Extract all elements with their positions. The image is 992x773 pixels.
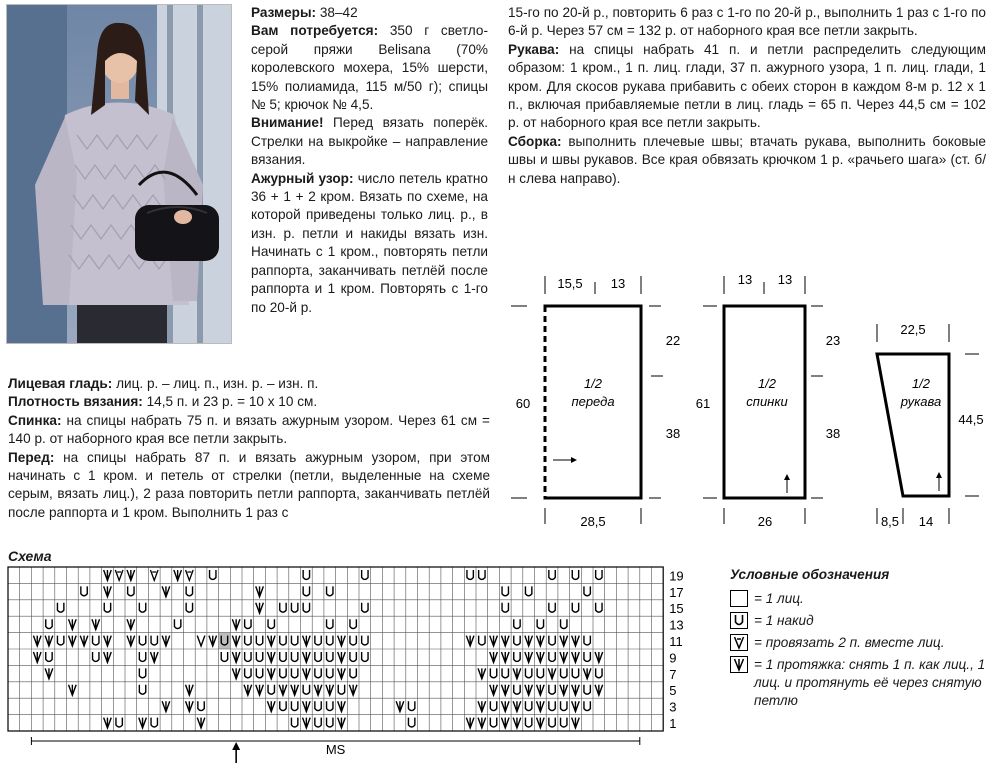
k2tog-symbol — [186, 570, 194, 580]
yarn-over-symbol — [139, 668, 145, 677]
skpo-symbol — [232, 668, 240, 678]
skpo-symbol — [256, 685, 264, 695]
yarn-over-symbol — [245, 652, 251, 661]
row-number: 1 — [669, 716, 677, 731]
skpo-symbol — [338, 636, 346, 646]
skpo-symbol — [150, 652, 158, 662]
yarn-over-symbol — [303, 603, 309, 612]
skpo-symbol — [537, 685, 545, 695]
skpo-symbol — [525, 652, 533, 662]
skpo-symbol — [209, 636, 217, 646]
skpo-symbol — [267, 636, 275, 646]
yarn-over-symbol — [303, 570, 309, 579]
yarn-over-symbol — [502, 668, 508, 677]
yarn-over-symbol — [315, 668, 321, 677]
back-bottom-dim: 26 — [757, 514, 773, 529]
yarn-over-symbol — [104, 603, 110, 612]
yarn-over-symbol — [596, 603, 602, 612]
gray-cell — [219, 633, 231, 649]
yarn-over-symbol — [128, 586, 134, 595]
yarn-over-symbol — [408, 701, 414, 710]
back-label-fraction: 1/2 — [757, 376, 777, 391]
back-left-dim: 61 — [695, 396, 711, 411]
front-label-fraction: 1/2 — [583, 376, 603, 391]
skpo-symbol — [244, 685, 252, 695]
skpo-symbol — [162, 636, 170, 646]
skpo-symbol — [256, 586, 264, 596]
yarn-over-symbol — [525, 586, 531, 595]
yarn-over-symbol — [186, 603, 192, 612]
skpo-symbol — [560, 685, 568, 695]
skpo-symbol — [92, 619, 100, 629]
yarn-over-symbol — [291, 636, 297, 645]
yarn-over-symbol — [525, 668, 531, 677]
skpo-symbol — [104, 718, 112, 728]
skpo-symbol — [197, 636, 205, 646]
skpo-symbol — [537, 701, 545, 711]
knit-symbol-icon — [730, 590, 748, 607]
garment-schematics — [505, 268, 992, 530]
yarn-over-symbol — [280, 636, 286, 645]
row-number: 5 — [669, 683, 677, 699]
yarn-over-symbol — [315, 701, 321, 710]
yarn-over-symbol — [549, 701, 555, 710]
yarn-over-symbol — [280, 701, 286, 710]
yarn-over-symbol — [291, 668, 297, 677]
yarn-over-symbol — [549, 603, 555, 612]
yarn-over-symbol — [245, 619, 251, 628]
front-label: Перед: — [8, 449, 55, 465]
skpo-symbol — [501, 718, 509, 728]
yarn-over-symbol — [291, 652, 297, 661]
yarn-over-symbol — [57, 603, 63, 612]
skpo-symbol — [537, 636, 545, 646]
yarn-over-symbol — [549, 718, 555, 727]
legend-item — [730, 634, 986, 652]
yarn-over-symbol — [549, 570, 555, 579]
yarn-over-symbol — [596, 570, 602, 579]
row-number: 7 — [669, 666, 677, 682]
skpo-symbol — [595, 685, 603, 695]
front-left-dim: 60 — [515, 396, 531, 411]
skpo-symbol — [45, 636, 53, 646]
yarn-over-symbol — [303, 685, 309, 694]
lace-pattern-value: число петель кратно 36 + 1 + 2 кром. Вязать по схеме, на которой приведены только лиц. р., в изн. р. петли и накиды вязать изн. Начинать с 1 кром., повторять петли раппорта, заканчивать петлёй после раппорта и 1 кром. Повторять с 1-го по 20-й р. — [251, 170, 488, 315]
yarn-over-symbol — [561, 718, 567, 727]
front-value: на спицы набрать 87 п. и вязать ажурным узором, при этом начинать с 1 кром. и петель от стрелки (петли, выделенные на схеме серым, вязать лиц.), 2 раза повторить петли раппорта, заканчивать петлёй после раппорта и 1 кром. Выполнить 1 раз с — [8, 449, 490, 520]
skpo-symbol — [197, 718, 205, 728]
skpo-symbol — [127, 570, 135, 580]
skpo-symbol — [478, 701, 486, 711]
yarn-over-symbol — [327, 701, 333, 710]
legend-item-text: = провязать 2 п. вместе лиц. — [754, 635, 945, 650]
yarn-over-symbol — [81, 586, 87, 595]
skpo-symbol — [303, 652, 311, 662]
chart-title: Схема — [8, 548, 52, 564]
stockinette-value: лиц. р. – лиц. п., изн. р. – изн. п. — [112, 376, 319, 391]
skpo-symbol — [291, 685, 299, 695]
back-direction-arrow — [784, 474, 790, 480]
skpo-symbol — [490, 652, 498, 662]
gauge-value: 14,5 п. и 23 р. = 10 х 10 см. — [142, 394, 318, 410]
yarn-over-symbol — [502, 586, 508, 595]
yarn-over-symbol — [572, 570, 578, 579]
yarn-over-symbol — [525, 701, 531, 710]
skpo-symbol — [139, 718, 147, 728]
stockinette-label: Лицевая гладь: — [8, 376, 113, 391]
yarn-over-symbol — [151, 718, 157, 727]
skpo-symbol — [232, 636, 240, 646]
skpo-symbol — [279, 685, 287, 695]
skpo-symbol — [583, 668, 591, 678]
model-photo — [6, 4, 232, 344]
yarn-over-symbol — [572, 668, 578, 677]
lace-pattern-label: Ажурный узор: — [251, 170, 354, 186]
skpo-symbol — [303, 718, 311, 728]
yarn-over-icon — [730, 612, 748, 629]
back-value: на спицы набрать 75 п. и вязать ажурным узором. Через 61 см = 140 р. от наборного края все петли закрыть. — [8, 412, 490, 447]
yarn-over-symbol — [280, 603, 286, 612]
yarn-over-symbol — [139, 636, 145, 645]
skpo-symbol — [560, 636, 568, 646]
yarn-over-symbol — [280, 652, 286, 661]
yarn-over-symbol — [561, 701, 567, 710]
sleeve-label-name: рукава — [900, 394, 942, 409]
skpo-symbol — [548, 668, 556, 678]
front-right-bottom-dim: 38 — [665, 426, 681, 441]
skpo-symbol — [338, 652, 346, 662]
skpo-symbol — [478, 668, 486, 678]
yarn-over-symbol — [502, 603, 508, 612]
instructions-block — [8, 375, 490, 522]
front-schematic — [511, 276, 680, 529]
skpo-symbol — [572, 685, 580, 695]
skpo-symbol — [572, 652, 580, 662]
knitting-chart — [6, 565, 696, 771]
skpo-symbol — [525, 685, 533, 695]
yarn-over-symbol — [362, 603, 368, 612]
back-top-left-dim: 13 — [737, 272, 753, 287]
skpo-symbol — [232, 619, 240, 629]
skpo-symbol — [186, 701, 194, 711]
yarn-over-symbol — [256, 652, 262, 661]
skpo-symbol — [104, 652, 112, 662]
yarn-over-symbol — [93, 652, 99, 661]
materials-label: Вам потребуется: — [251, 23, 379, 39]
instructions-continued — [508, 4, 986, 188]
skpo-icon — [730, 656, 748, 673]
legend-item — [730, 590, 986, 608]
yarn-over-symbol — [584, 586, 590, 595]
yarn-over-symbol — [327, 718, 333, 727]
skpo-symbol — [162, 701, 170, 711]
skpo-symbol — [513, 718, 521, 728]
yarn-over-symbol — [537, 619, 543, 628]
skpo-symbol — [537, 652, 545, 662]
yarn-over-symbol — [514, 636, 520, 645]
k2tog-symbol — [150, 570, 158, 580]
yarn-over-symbol — [256, 636, 262, 645]
yarn-over-symbol — [514, 685, 520, 694]
yarn-over-symbol — [198, 701, 204, 710]
sleeve-direction-arrow — [936, 472, 942, 478]
yarn-over-symbol — [362, 570, 368, 579]
skpo-symbol — [466, 636, 474, 646]
yarn-over-symbol — [561, 668, 567, 677]
yarn-over-symbol — [268, 685, 274, 694]
skpo-symbol — [174, 570, 182, 580]
front-bottom-dim: 28,5 — [580, 514, 606, 529]
front-top-right-dim: 13 — [610, 276, 626, 291]
skpo-symbol — [267, 701, 275, 711]
skpo-symbol — [466, 718, 474, 728]
yarn-over-symbol — [490, 701, 496, 710]
legend-item-text: = 1 протяжка: снять 1 п. как лиц., 1 лиц. и протянуть её через снятую петлю — [754, 657, 986, 708]
skpo-symbol — [186, 685, 194, 695]
yarn-over-symbol — [46, 619, 52, 628]
yarn-over-symbol — [549, 636, 555, 645]
yarn-over-symbol — [362, 636, 368, 645]
skpo-symbol — [572, 636, 580, 646]
k2tog-symbol — [115, 570, 123, 580]
yarn-over-symbol — [479, 570, 485, 579]
skpo-symbol — [69, 636, 77, 646]
yarn-over-symbol — [139, 603, 145, 612]
row-number: 15 — [669, 601, 684, 617]
yarn-over-symbol — [315, 652, 321, 661]
yarn-over-symbol — [291, 603, 297, 612]
yarn-over-symbol — [525, 718, 531, 727]
skpo-symbol — [33, 636, 41, 646]
legend-item — [730, 656, 986, 710]
skpo-symbol — [104, 636, 112, 646]
skpo-symbol — [256, 603, 264, 613]
k2tog-icon — [730, 634, 748, 651]
assembly-label: Сборка: — [508, 133, 562, 149]
yarn-over-symbol — [549, 685, 555, 694]
attention-value: Перед вязать поперёк. Стрелки на выкройке – направление вязания. — [251, 115, 488, 168]
yarn-over-symbol — [315, 718, 321, 727]
yarn-over-symbol — [479, 636, 485, 645]
yarn-over-symbol — [584, 636, 590, 645]
skpo-symbol — [127, 619, 135, 629]
back-label: Спинка: — [8, 412, 62, 428]
skpo-symbol — [69, 619, 77, 629]
yarn-over-symbol — [596, 668, 602, 677]
skpo-symbol — [513, 701, 521, 711]
skpo-symbol — [267, 668, 275, 678]
assembly-value: выполнить плечевые швы; втачать рукава, выполнить боковые швы и швы рукавов. Все края обвязать крючком 1 р. «рачьего шага» (ст. б/н слева направо). — [508, 133, 986, 186]
sleeves-label: Рукава: — [508, 41, 560, 57]
sleeves-value: на спицы набрать 41 п. и петли распределить следующим образом: 1 кром., 1 п. лиц. глади, 37 п. ажурного узора, 1 п. лиц. глади, 1 кром. Для скосов рукава прибавить с обеих сторон в каждом 8-м р. 12 х 1 п., включая прибавляемые петли в лиц. гладь = 65 п. Через 44,5 см = 102 р. от наборного края все петли закрыть. — [508, 41, 986, 131]
skpo-symbol — [232, 652, 240, 662]
skpo-symbol — [572, 701, 580, 711]
skpo-symbol — [501, 685, 509, 695]
skpo-symbol — [69, 685, 77, 695]
yarn-over-symbol — [327, 636, 333, 645]
yarn-over-symbol — [139, 652, 145, 661]
skpo-symbol — [127, 636, 135, 646]
skpo-symbol — [45, 668, 53, 678]
yarn-over-symbol — [46, 652, 52, 661]
row-number: 17 — [669, 584, 684, 600]
yarn-over-symbol — [408, 718, 414, 727]
row-number: 9 — [669, 650, 677, 666]
skpo-symbol — [162, 586, 170, 596]
yarn-over-symbol — [245, 636, 251, 645]
skpo-symbol — [104, 570, 112, 580]
yarn-over-symbol — [303, 586, 309, 595]
skpo-symbol — [595, 652, 603, 662]
skpo-symbol — [303, 668, 311, 678]
skpo-symbol — [501, 701, 509, 711]
row-number: 19 — [669, 568, 684, 584]
yarn-over-symbol — [514, 652, 520, 661]
yarn-over-symbol — [327, 668, 333, 677]
yarn-over-symbol — [291, 701, 297, 710]
yarn-over-symbol — [584, 701, 590, 710]
sleeve-right-dim: 44,5 — [958, 412, 984, 427]
skpo-symbol — [80, 636, 88, 646]
yarn-over-symbol — [221, 652, 227, 661]
front-label-name: переда — [571, 394, 615, 409]
skpo-symbol — [501, 652, 509, 662]
yarn-over-symbol — [327, 652, 333, 661]
front-direction-arrow — [571, 457, 577, 463]
skpo-symbol — [501, 636, 509, 646]
yarn-over-symbol — [490, 718, 496, 727]
yarn-over-symbol — [350, 636, 356, 645]
yarn-over-symbol — [57, 636, 63, 645]
yarn-over-symbol — [280, 668, 286, 677]
skpo-symbol — [478, 718, 486, 728]
yarn-over-symbol — [116, 718, 122, 727]
sizes-label: Размеры: — [251, 5, 317, 20]
yarn-over-symbol — [350, 619, 356, 628]
yarn-over-symbol — [186, 586, 192, 595]
yarn-over-symbol — [362, 652, 368, 661]
skpo-symbol — [326, 685, 334, 695]
row-number: 13 — [669, 617, 684, 633]
skpo-symbol — [537, 718, 545, 728]
legend-title: Условные обозначения — [730, 567, 890, 582]
yarn-over-symbol — [338, 685, 344, 694]
skpo-symbol — [513, 668, 521, 678]
yarn-over-symbol — [327, 619, 333, 628]
back-top-right-dim: 13 — [777, 272, 793, 287]
legend-item — [730, 612, 986, 630]
yarn-over-symbol — [467, 570, 473, 579]
sleeve-schematic — [877, 322, 984, 529]
yarn-over-symbol — [537, 668, 543, 677]
yarn-over-symbol — [350, 652, 356, 661]
yarn-over-symbol — [572, 603, 578, 612]
yarn-over-symbol — [514, 619, 520, 628]
knitting-chart-grid — [6, 565, 696, 771]
skpo-symbol — [525, 636, 533, 646]
materials-value: 350 г светло-серой пряжи Belisana (70% королевского мохера, 15% шерсти, 15% полиамида, 115 м/50 г); спицы № 5; крючок № 4,5. — [251, 23, 488, 113]
gauge-label: Плотность вязания: — [8, 394, 143, 410]
yarn-over-symbol — [245, 668, 251, 677]
sizes-value: 38–42 — [316, 5, 358, 20]
back-label-name: спинки — [746, 394, 788, 409]
repeat-label: MS — [325, 742, 346, 757]
yarn-over-symbol — [174, 619, 180, 628]
sleeve-label-fraction: 1/2 — [911, 376, 931, 391]
yarn-over-symbol — [268, 619, 274, 628]
yarn-over-symbol — [315, 636, 321, 645]
skpo-symbol — [267, 652, 275, 662]
skpo-symbol — [303, 636, 311, 646]
yarn-over-symbol — [93, 636, 99, 645]
yarn-over-symbol — [291, 718, 297, 727]
back-right-bottom-dim: 38 — [825, 426, 841, 441]
legend-item-text: = 1 накид — [754, 613, 814, 628]
back-schematic — [696, 272, 840, 529]
skpo-symbol — [490, 685, 498, 695]
sleeve-bottom-left-dim: 8,5 — [880, 514, 900, 529]
row-number: 11 — [669, 634, 683, 649]
yarn-over-symbol — [584, 685, 590, 694]
front-top-left-dim: 15,5 — [557, 276, 583, 291]
yarn-over-symbol — [210, 570, 216, 579]
yarn-over-symbol — [350, 668, 356, 677]
yarn-over-symbol — [584, 652, 590, 661]
yarn-over-symbol — [561, 619, 567, 628]
row-number: 3 — [669, 699, 677, 715]
front-continued: 15-го по 20-й р., повторить 6 раз с 1-го по 20-й р., выполнить 1 раз с 1-го по 6-й р. Через 57 см = 132 р. от наборного края все петли закрыть. — [508, 5, 986, 39]
sleeve-bottom-right-dim: 14 — [918, 514, 934, 529]
legend-item-text: = 1 лиц. — [754, 591, 804, 606]
front-right-top-dim: 22 — [665, 333, 681, 348]
legend — [730, 566, 986, 714]
skpo-symbol — [490, 636, 498, 646]
yarn-over-symbol — [549, 652, 555, 661]
skpo-symbol — [396, 701, 404, 711]
skpo-symbol — [338, 701, 346, 711]
materials-block — [251, 4, 488, 317]
sleeve-top-dim: 22,5 — [900, 322, 926, 337]
yarn-over-symbol — [139, 685, 145, 694]
back-right-top-dim: 23 — [825, 333, 841, 348]
yarn-over-symbol — [490, 668, 496, 677]
skpo-symbol — [104, 586, 112, 596]
skpo-symbol — [303, 701, 311, 711]
skpo-symbol — [33, 652, 41, 662]
skpo-symbol — [572, 718, 580, 728]
skpo-symbol — [314, 685, 322, 695]
yarn-over-symbol — [151, 636, 157, 645]
skpo-symbol — [349, 685, 357, 695]
skpo-symbol — [338, 718, 346, 728]
yarn-over-symbol — [327, 586, 333, 595]
attention-label: Внимание! — [251, 115, 324, 131]
skpo-symbol — [338, 668, 346, 678]
skpo-symbol — [560, 652, 568, 662]
yarn-over-symbol — [256, 668, 262, 677]
